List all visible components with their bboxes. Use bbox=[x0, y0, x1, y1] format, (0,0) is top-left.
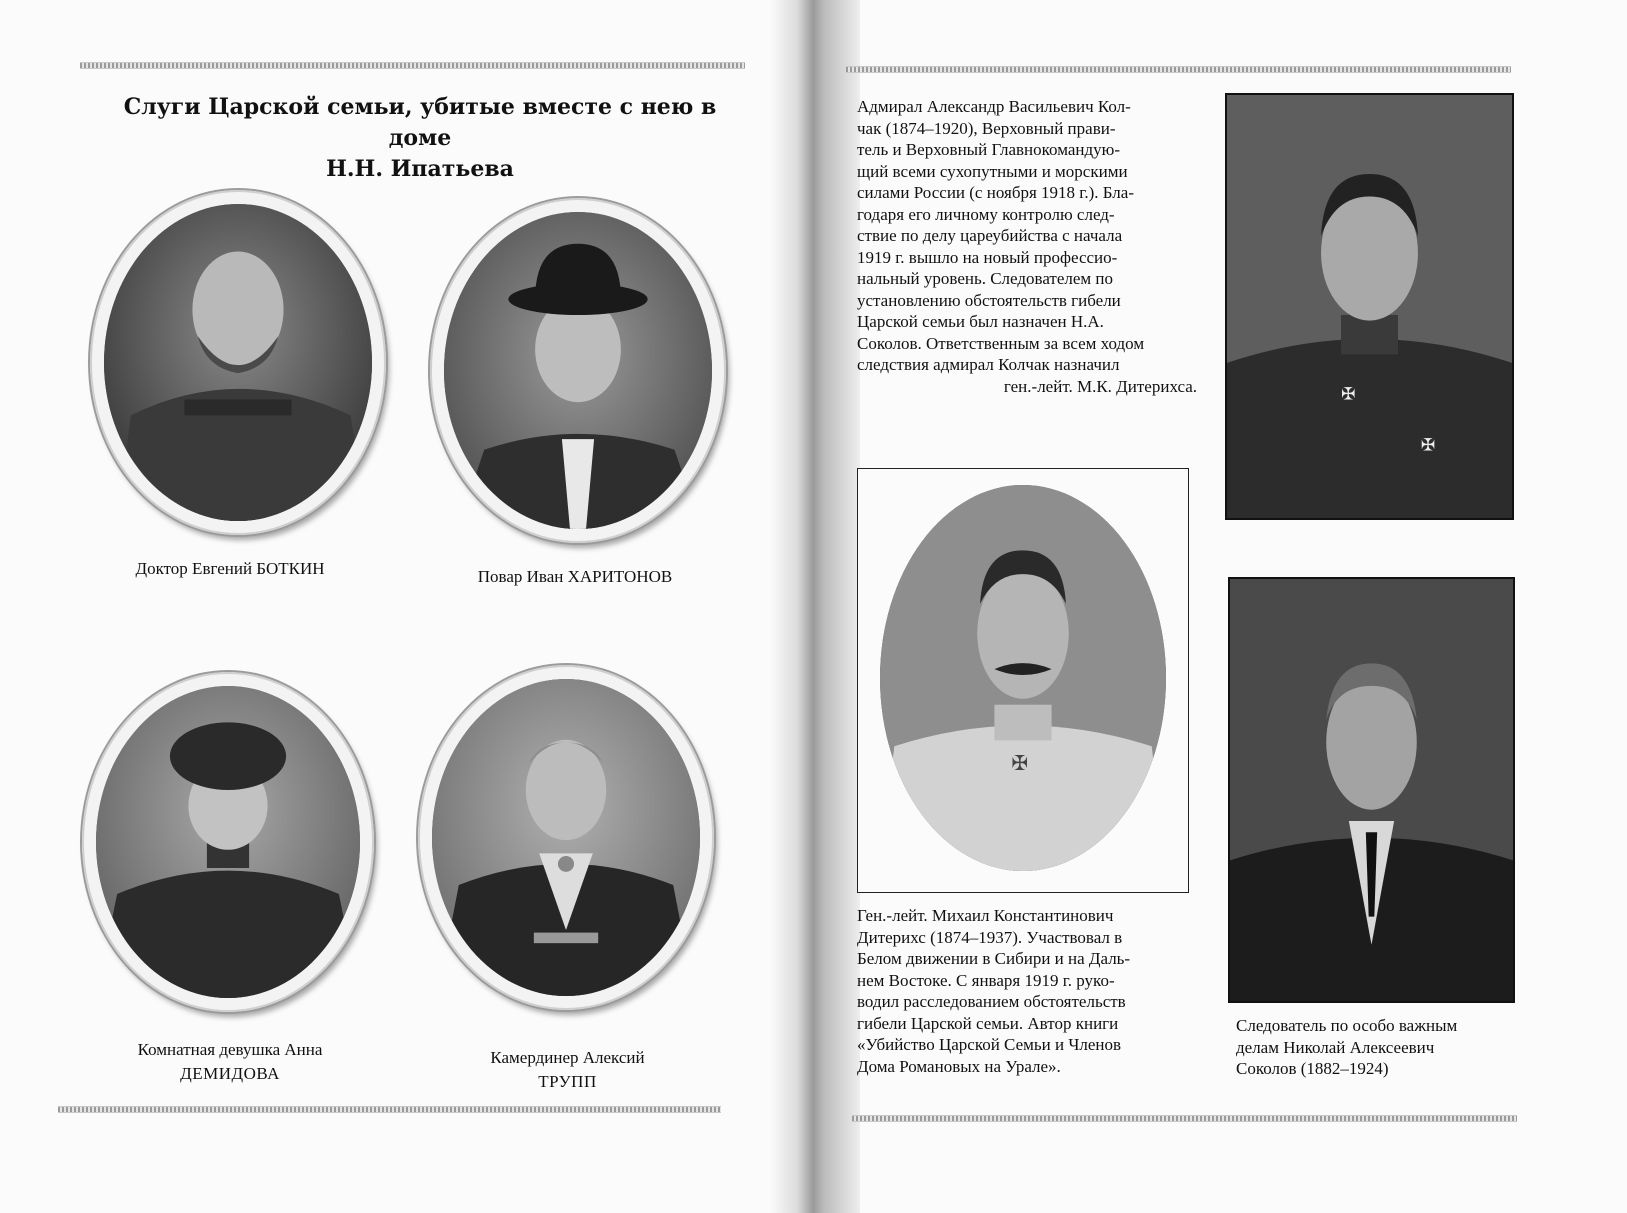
text-line: Царской семьи был назначен Н.А. bbox=[857, 312, 1104, 331]
text-line: Адмирал Александр Васильевич Кол- bbox=[857, 97, 1131, 116]
text-line: нальный уровень. Следователем по bbox=[857, 269, 1114, 288]
caption-trupp bbox=[430, 1046, 705, 1094]
portrait-photo-botkin bbox=[104, 204, 372, 521]
text-line: нем Востоке. С января 1919 г. руко- bbox=[857, 970, 1115, 990]
bottom-rule-right bbox=[852, 1115, 1517, 1122]
portrait-frame-botkin bbox=[90, 190, 386, 535]
text-line: чак (1874–1920), Верховный прави- bbox=[857, 118, 1116, 138]
caption-line: Доктор Евгений БОТКИН bbox=[135, 559, 325, 578]
photo-kolchak bbox=[1225, 93, 1514, 520]
portrait-frame-demidova bbox=[82, 672, 374, 1012]
caption-demidova bbox=[80, 1038, 380, 1086]
text-line: Дома Романовых на Урале». bbox=[857, 1056, 1061, 1076]
text-line: водил расследованием обстоятельств bbox=[857, 992, 1126, 1011]
svg-text:✠: ✠ bbox=[1420, 435, 1436, 456]
photo-frame-diterikhs bbox=[857, 468, 1189, 893]
photo-diterikhs bbox=[880, 485, 1166, 871]
caption-line-surname: ДЕМИДОВА bbox=[180, 1064, 280, 1083]
text-line: «Убийство Царской Семьи и Членов bbox=[857, 1035, 1122, 1054]
title-line-1: Слуги Царской семьи, убитые вместе с нею в доме bbox=[123, 94, 717, 151]
portrait-photo-trupp bbox=[432, 679, 700, 996]
text-line: Соколов. Ответственным за всем ходом bbox=[857, 333, 1145, 353]
text-line: Дитерихс (1874–1937). Участвовал в bbox=[857, 927, 1123, 947]
top-rule-right bbox=[846, 66, 1511, 73]
text-line: Следователь по особо важным bbox=[1236, 1016, 1458, 1035]
text-line: годаря его личному контролю след- bbox=[857, 204, 1115, 224]
text-line: силами России (с ноября 1918 г.). Бла- bbox=[857, 183, 1134, 202]
page-title bbox=[100, 92, 740, 185]
text-line: Соколов (1882–1924) bbox=[1236, 1059, 1389, 1078]
caption-line: Камердинер Алексий bbox=[490, 1048, 645, 1067]
text-line: установлению обстоятельств гибели bbox=[857, 290, 1121, 310]
text-line: делам Николай Алексеевич bbox=[1236, 1037, 1435, 1057]
text-line: 1919 г. вышло на новый профессио- bbox=[857, 247, 1118, 267]
top-rule-left bbox=[80, 62, 745, 69]
caption-botkin bbox=[90, 557, 370, 581]
portrait-photo-kharitonov bbox=[444, 212, 712, 529]
book-gutter bbox=[770, 0, 860, 1213]
caption-line: Комнатная девушка Анна bbox=[137, 1040, 323, 1059]
caption-line-surname: ТРУПП bbox=[538, 1072, 597, 1091]
portrait-photo-demidova bbox=[96, 686, 360, 998]
photo-sokolov bbox=[1228, 577, 1515, 1003]
svg-text:✠: ✠ bbox=[1011, 750, 1029, 776]
caption-line: Повар Иван ХАРИТОНОВ bbox=[477, 567, 673, 586]
svg-text:✠: ✠ bbox=[1341, 384, 1356, 405]
text-line: щий всеми сухопутными и морскими bbox=[857, 161, 1128, 181]
portrait-frame-trupp bbox=[418, 665, 714, 1010]
kolchak-description bbox=[857, 96, 1197, 397]
diterikhs-description bbox=[857, 905, 1187, 1077]
text-line-tail: ген.-лейт. М.К. Дитерихса. bbox=[1003, 376, 1197, 396]
text-line: ствие по делу цареубийства с начала bbox=[857, 226, 1123, 245]
bottom-rule-left bbox=[58, 1106, 721, 1113]
text-line: гибели Царской семьи. Автор книги bbox=[857, 1013, 1119, 1033]
sokolov-description bbox=[1236, 1015, 1504, 1080]
text-line: следствия адмирал Колчак назначил bbox=[857, 355, 1120, 374]
text-line: Ген.-лейт. Михаил Константинович bbox=[857, 906, 1114, 925]
portrait-frame-kharitonov bbox=[430, 198, 726, 543]
text-line: тель и Верховный Главнокомандую- bbox=[857, 140, 1121, 159]
title-line-2: Н.Н. Ипатьева bbox=[326, 156, 514, 182]
caption-kharitonov bbox=[440, 565, 710, 589]
text-line: Белом движении в Сибири и на Даль- bbox=[857, 949, 1131, 968]
